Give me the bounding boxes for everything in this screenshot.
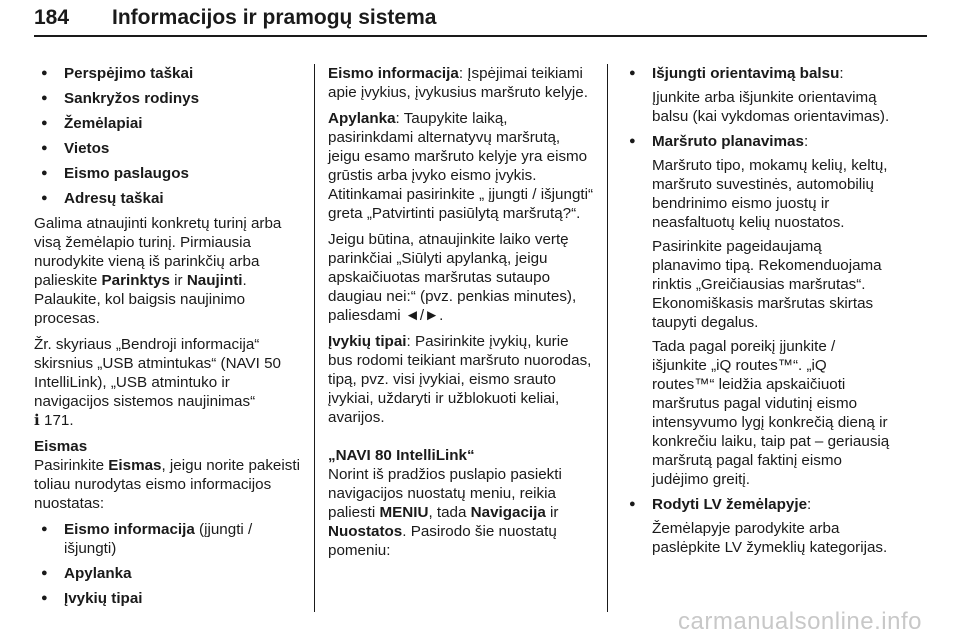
reference-paragraph: Žr. skyriaus „Bendroji informacija“ skirsnius „USB atmintukas“ (NAVI 50 IntelliLink), „USB atmintuko ir navigacijos sistemos naujinimas“ ℹ 171. (34, 336, 282, 429)
navigation-settings-list (622, 64, 892, 557)
list-item: ● Išjungti orientavimą balsu: Įjunkite arba išjunkite orientavimą balsu (kai vykdomas orientavimas). (622, 64, 892, 126)
traffic-settings-list (34, 520, 300, 608)
paragraph: Apylanka: Taupykite laiką, pasirinkdami alternatyvų maršrutą, jeigu esamo maršruto kelyje yra eismo grūstis arba įvyko eismo įvykis. Atitinkamai pasirinkite „ įjungti / išjungti“ greta „Patvirtinti pasiūlytą maršrutą?“. (328, 110, 594, 222)
list-item: ● Adresų taškai (34, 189, 300, 208)
list-item: ● Rodyti LV žemėlapyje: Žemėlapyje parodykite arba paslėpkite LV žymeklių kategorijas. (622, 495, 892, 557)
section-heading: Eismas (34, 438, 88, 455)
column-divider (607, 64, 608, 612)
update-paragraph: Galima atnaujinti konkretų turinį arba visą žemėlapio turinį. Pirmiausia nurodykite vieną iš parinkčių arba palieskite Parinktys ir Naujinti. Palaukite, kol baigsis naujinimo procesas. (34, 215, 282, 327)
list-item: ● Eismo paslaugos (34, 164, 300, 183)
paragraph: Eismo informacija: Įspėjimai teikiami apie įvykius, įvykusius maršruto kelyje. (328, 65, 588, 101)
list-item: ● Žemėlapiai (34, 114, 300, 133)
settings-list (34, 64, 300, 208)
paragraph: Norint iš pradžios puslapio pasiekti navigacijos nuostatų meniu, reikia paliesti MENIU, tada Navigacija ir Nuostatos. Pasirodo šie nuostatų pomeniu: (328, 466, 562, 559)
column-3 (622, 64, 892, 563)
page-reference: 171. (44, 412, 74, 429)
watermark: carmanualsonline.info (678, 608, 922, 635)
column-1 (34, 64, 300, 614)
column-divider (314, 64, 315, 612)
paragraph: Įvykių tipai: Pasirinkite įvykių, kurie bus rodomi teikiant maršruto nuorodas, tipą, pvz. visi įvykiai, eismo srauto įvykiai, uždaryti ir užblokuoti keliai, avarijos. (328, 333, 592, 426)
list-item: ● Vietos (34, 139, 300, 158)
header-rule (34, 35, 927, 37)
list-item: ● Įvykių tipai (34, 589, 300, 608)
page-title: Informacijos ir pramogų sistema (112, 6, 437, 29)
page-reference-icon: ℹ (34, 412, 40, 429)
eismas-paragraph: Pasirinkite Eismas, jeigu norite pakeisti toliau nurodytas eismo informacijos nuostatas: (34, 457, 300, 512)
paragraph: Jeigu būtina, atnaujinkite laiko vertę parinkčiai „Siūlyti apylanką, jeigu apskaičiuotas maršrutas sutaupo daugiau nei:“ (pvz. penkias minutes), paliesdami ◄/►. (328, 231, 577, 324)
column-2 (328, 64, 594, 567)
page-header (34, 6, 436, 36)
list-item: ● Perspėjimo taškai (34, 64, 300, 83)
list-item: ● Eismo informacija (įjungti / išjungti) (34, 520, 300, 558)
section-heading: „NAVI 80 IntelliLink“ (328, 447, 475, 464)
page-number: 184 (34, 6, 70, 29)
list-item: ● Sankryžos rodinys (34, 89, 300, 108)
list-item: ● Apylanka (34, 564, 300, 583)
list-item: ● Maršruto planavimas: Maršruto tipo, mokamų kelių, keltų, maršruto suvestinės, automobilių bendrinimo eismo juostų ir neasfaltuotų kelių nuostatos. Pasirinkite pageidaujamą planavimo tipą. Rekomenduojama rinktis „Greičiausias maršrutas“. Ekonomiškasis maršrutas skirtas taupyti degalus. Tada pagal poreikį įjunkite / išjunkite „iQ routes™“. „iQ routes™“ leidžia apskaičiuoti maršrutus pagal vidutinį eismo intensyvumo lygį konkrečią dieną ir konkrečiu laiku, taip pat – geriausią maršrutą pagal faktinį eismo judėjimo greitį. (622, 132, 892, 489)
